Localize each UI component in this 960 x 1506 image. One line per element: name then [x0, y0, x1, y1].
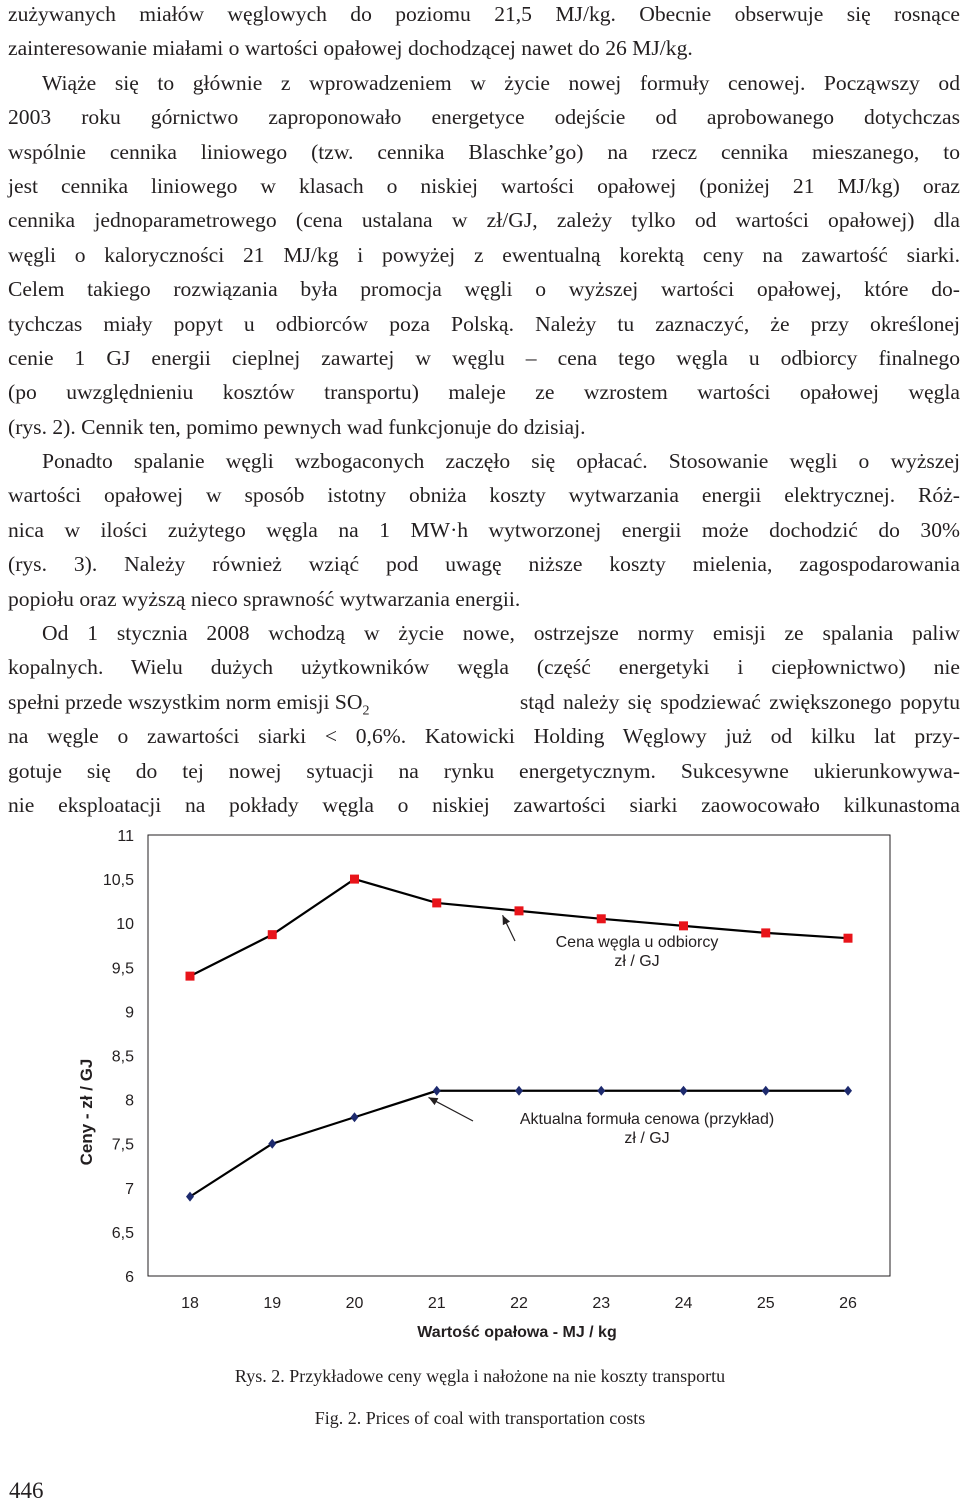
text-line: gotuje się do tej nowej sytuacji na rynku energetycznym. Sukcesywne ukierunkowywa- [8, 758, 960, 783]
page-number: 446 [9, 1478, 44, 1503]
data-point-square [186, 972, 195, 981]
y-tick-label: 8,5 [111, 1048, 134, 1066]
text-line: nie eksploatacji na pokłady węgla o niskiej zawartości siarki zaowocowało kilkunastoma [8, 792, 960, 817]
text-line: 2003 roku górnictwo zaproponowało energetyce odejście od aprobowanego dotychczas [8, 105, 960, 130]
chart [0, 800, 960, 1360]
data-point-square [761, 928, 770, 937]
text-line [8, 685, 960, 719]
data-point-diamond [433, 1086, 441, 1096]
y-tick-label: 10 [116, 916, 134, 934]
series-layer [186, 875, 853, 1202]
plot-frame [148, 835, 890, 1276]
text-line: (rys. 3). Należy również wziąć pod uwagę niższe koszty mielenia, zagospodarowania [8, 552, 960, 577]
caption-en: Fig. 2. Prices of coal with transportation costs [314, 1408, 646, 1428]
data-point-diamond [351, 1112, 359, 1122]
y-tick-label: 11 [117, 828, 134, 845]
x-tick-label: 23 [592, 1295, 611, 1312]
text-line: Od 1 stycznia 2008 wchodzą w życie nowe, ostrzejsze normy emisji ze spalania paliw [42, 621, 960, 646]
x-tick-label: 18 [181, 1295, 199, 1312]
series-line [190, 1091, 848, 1197]
text-line: cennika jednoparametrowego (cena ustalana w zł/GJ, zależy tylko od wartości opałowej) dla [8, 208, 960, 233]
data-point-square [268, 930, 277, 939]
x-tick-labels [181, 1295, 857, 1312]
text-line: cenie 1 GJ energii cieplnej zawartej w węglu – cena tego węgla u odbiorcy finalnego [8, 345, 960, 370]
text-line: tychczas miały popyt u odbiorców poza Polską. Należy tu zaznaczyć, że przy określonej [8, 311, 960, 336]
data-point-diamond [762, 1086, 770, 1096]
text-line: Wiąże się to głównie z wprowadzeniem w życie nowej formuły cenowej. Począwszy od [42, 70, 960, 95]
data-point-diamond [515, 1086, 523, 1096]
series-label: Cena węgla u odbiorcy [555, 934, 719, 951]
y-tick-label: 9,5 [111, 960, 134, 978]
data-point-diamond [680, 1086, 688, 1096]
text-line: kopalnych. Wielu dużych użytkowników węgla (część energetyki i ciepłownictwo) nie [8, 655, 960, 680]
y-tick-label: 7 [125, 1180, 134, 1198]
text-line: popiołu oraz wyższą nieco sprawność wytwarzania energii. [8, 586, 521, 611]
text-line: (rys. 2). Cennik ten, pomimo pewnych wad funkcjonuje do dzisiaj. [8, 414, 586, 439]
x-tick-label: 25 [756, 1295, 775, 1312]
series-label: zł / GJ [624, 1130, 670, 1147]
text-line: na węgle o zawartości siarki < 0,6%. Katowicki Holding Węglowy już od kilku lat przy- [8, 724, 960, 749]
text-line: wspólnie cennika liniowego (tzw. cennika Blaschke’go) na rzecz cennika mieszanego, to [8, 139, 960, 164]
data-point-diamond [597, 1086, 605, 1096]
data-point-square [432, 898, 441, 907]
annotations [429, 915, 775, 1147]
text-line: zainteresowanie miałami o wartości opałowej dochodzącej nawet do 26 MJ/kg. [8, 36, 693, 61]
y-tick-label: 7,5 [111, 1136, 134, 1154]
data-point-square [597, 914, 606, 923]
x-tick-label: 24 [674, 1295, 693, 1312]
text-line: nica w ilości zużytego węgla na 1 MW·h wytworzonej energii może dochodzić do 30% [8, 517, 960, 542]
data-point-square [679, 921, 688, 930]
x-tick-label: 21 [427, 1295, 446, 1312]
y-tick-label: 8 [125, 1092, 134, 1110]
x-tick-label: 26 [839, 1295, 857, 1312]
data-point-square [844, 934, 853, 943]
x-tick-label: 19 [263, 1295, 282, 1312]
series-label: Aktualna formuła cenowa (przykład) [519, 1111, 775, 1128]
text-line: jest cennika liniowego w klasach o niskiej wartości opałowej (poniżej 21 MJ/kg) oraz [8, 173, 960, 198]
text-segment: stąd należy się spodziewać zwiększonego popytu [511, 689, 960, 714]
series-label: zł / GJ [614, 953, 660, 970]
y-tick-labels [103, 828, 134, 1286]
data-point-square [350, 875, 359, 884]
text-line: węgli o kaloryczności 21 MJ/kg i powyżej z ewentualną korektą ceny na zawartość siarki. [8, 242, 960, 267]
text-segment: spełni przede wszystkim norm emisji $SO_2$ [8, 689, 370, 719]
y-tick-label: 9 [125, 1004, 134, 1022]
caption-pl: Rys. 2. Przykładowe ceny węgla i nałożone na nie koszty transportu [234, 1366, 726, 1386]
y-axis-label: Ceny - zł / GJ [77, 1058, 96, 1166]
x-tick-label: 20 [345, 1295, 364, 1312]
text-line: Ponadto spalanie węgli wzbogaconych zaczęło się opłacać. Stosowanie węgli o wyższej [42, 449, 960, 474]
x-axis-label: Wartość opałowa - MJ / kg [417, 1324, 617, 1341]
text-line: wartości opałowej w sposób istotny obniża koszty wytwarzania energii elektrycznej. Róż- [8, 483, 960, 508]
series-line [190, 879, 848, 976]
y-tick-label: 6,5 [111, 1224, 134, 1242]
body-text [8, 0, 960, 822]
data-point-diamond [186, 1192, 194, 1202]
data-point-square [515, 906, 524, 915]
subscript: 2 [362, 703, 370, 719]
data-point-diamond [268, 1139, 276, 1149]
text-line: zużywanych miałów węglowych do poziomu 21,5 MJ/kg. Obecnie obserwuje się rosnące [8, 2, 960, 26]
data-point-diamond [844, 1086, 852, 1096]
text-line: (po uwzględnieniu kosztów transportu) maleje ze wzrostem wartości opałowej węgla [8, 380, 960, 405]
text-line: Celem takiego rozwiązania była promocja węgli o wyższej wartości opałowej, które do- [8, 277, 960, 302]
y-tick-label: 10,5 [102, 872, 134, 890]
x-tick-label: 22 [510, 1295, 528, 1312]
y-tick-label: 6 [125, 1269, 134, 1286]
